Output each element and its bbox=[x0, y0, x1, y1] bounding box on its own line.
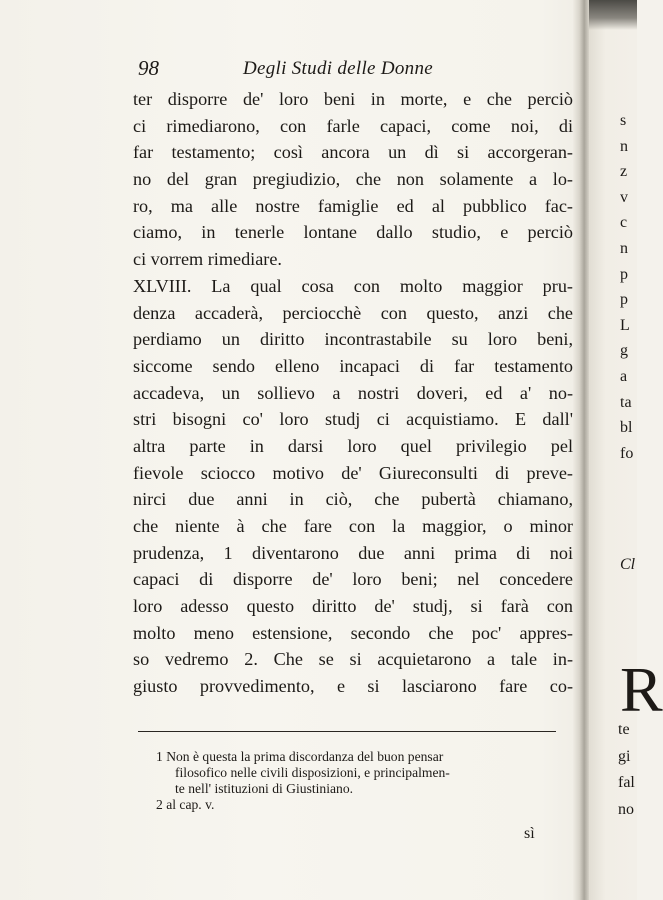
text-line: XLVIII. La qual cosa con molto maggior pru- bbox=[133, 275, 573, 296]
facing-line-fragment: z bbox=[620, 163, 628, 181]
text-line: ter disporre de' loro beni in morte, e che perciò bbox=[133, 89, 573, 109]
running-title: Degli Studi delle Donne bbox=[243, 58, 433, 79]
text-line: perdiamo un diritto incontrastabile su loro beni, bbox=[133, 329, 573, 350]
text-line: fievole sciocco motivo de' Giureconsulti di preve- bbox=[133, 462, 573, 483]
text-line: giusto provvedimento, e si lasciarono fare co- bbox=[133, 676, 573, 697]
facing-line-fragment: fal bbox=[618, 774, 635, 791]
text-line: stri bisogni co' loro studj ci acquistiamo. E dall' bbox=[133, 409, 573, 430]
facing-line-fragment: te bbox=[618, 721, 630, 738]
text-line: far testamento; così ancora un dì si accorgeran- bbox=[133, 142, 573, 163]
text-line: ro, ma alle nostre famiglie ed al pubblico fac- bbox=[133, 195, 573, 216]
facing-line-fragment: s bbox=[620, 112, 627, 129]
text-line: siccome sendo elleno incapaci di far testamento bbox=[133, 355, 573, 376]
text-line: capaci di disporre de' loro beni; nel concedere bbox=[133, 569, 573, 590]
facing-drop-initial: R bbox=[620, 654, 663, 725]
facing-line-fragment: fo bbox=[620, 444, 634, 462]
text-line: molto meno estensione, secondo che poc' appres- bbox=[133, 622, 573, 643]
facing-line-fragment: a bbox=[620, 367, 628, 385]
text-line: ciamo, in tenerle lontane dallo studio, e perciò bbox=[133, 222, 573, 243]
facing-line-fragment: ta bbox=[620, 393, 632, 411]
page-number: 98 bbox=[138, 56, 159, 80]
text-line: che niente à che fare con la maggior, o minor bbox=[133, 516, 573, 536]
body-text bbox=[133, 86, 573, 700]
text-line: denza accaderà, perciocchè con questo, anzi che bbox=[133, 302, 573, 323]
facing-line-fragment: c bbox=[620, 214, 628, 232]
text-line: prudenza, 1 diventarono due anni prima di noi bbox=[133, 542, 573, 563]
text-line: no del gran pregiudizio, che non solamente a lo- bbox=[133, 169, 573, 190]
text-line: altra parte in darsi loro quel privilegio pel bbox=[133, 435, 573, 456]
facing-line-fragment: n bbox=[620, 137, 628, 155]
facing-page-line-starts bbox=[620, 108, 644, 466]
text-line: ci rimediarono, con farle capaci, come noi, di bbox=[133, 115, 573, 136]
facing-page-bottom-starts bbox=[618, 717, 642, 823]
footnotes bbox=[156, 749, 556, 813]
footnote-line: 1 Non è questa la prima discordanza del buon pensar bbox=[156, 749, 444, 764]
facing-line-fragment: g bbox=[620, 342, 628, 360]
facing-line-fragment: bl bbox=[620, 419, 633, 437]
book-gutter bbox=[573, 0, 589, 900]
facing-page-shadow bbox=[589, 0, 637, 30]
footnote-rule bbox=[138, 731, 556, 732]
facing-line-fragment: v bbox=[620, 188, 628, 206]
page-header bbox=[138, 56, 558, 84]
text-line: so vedremo 2. Che se si acquietarono a tale in- bbox=[133, 649, 573, 670]
facing-line-fragment: no bbox=[618, 800, 634, 818]
footnote-line: 2 al cap. v. bbox=[156, 797, 215, 812]
footnote-line: filosofico nelle civili disposizioni, e principalmen- bbox=[175, 765, 450, 780]
text-line: ci vorrem rimediare. bbox=[133, 249, 282, 270]
footnote-line: te nell' istituzioni di Giustiniano. bbox=[175, 781, 354, 796]
text-line: loro adesso questo diritto de' studj, si farà con bbox=[133, 596, 573, 617]
facing-line-fragment: p bbox=[620, 265, 628, 283]
text-line: nirci due anni in ciò, che pubertà chiamano, bbox=[133, 489, 573, 510]
facing-line-fragment: L bbox=[620, 316, 630, 334]
facing-line-fragment: gi bbox=[618, 747, 631, 765]
facing-line-fragment: n bbox=[620, 239, 628, 257]
facing-chapter-fragment: Cl bbox=[620, 556, 636, 573]
catchword: sì bbox=[524, 825, 535, 842]
facing-line-fragment: p bbox=[620, 291, 628, 309]
text-line: accadeva, un sollievo a nostri doveri, ed a' no- bbox=[133, 382, 573, 403]
